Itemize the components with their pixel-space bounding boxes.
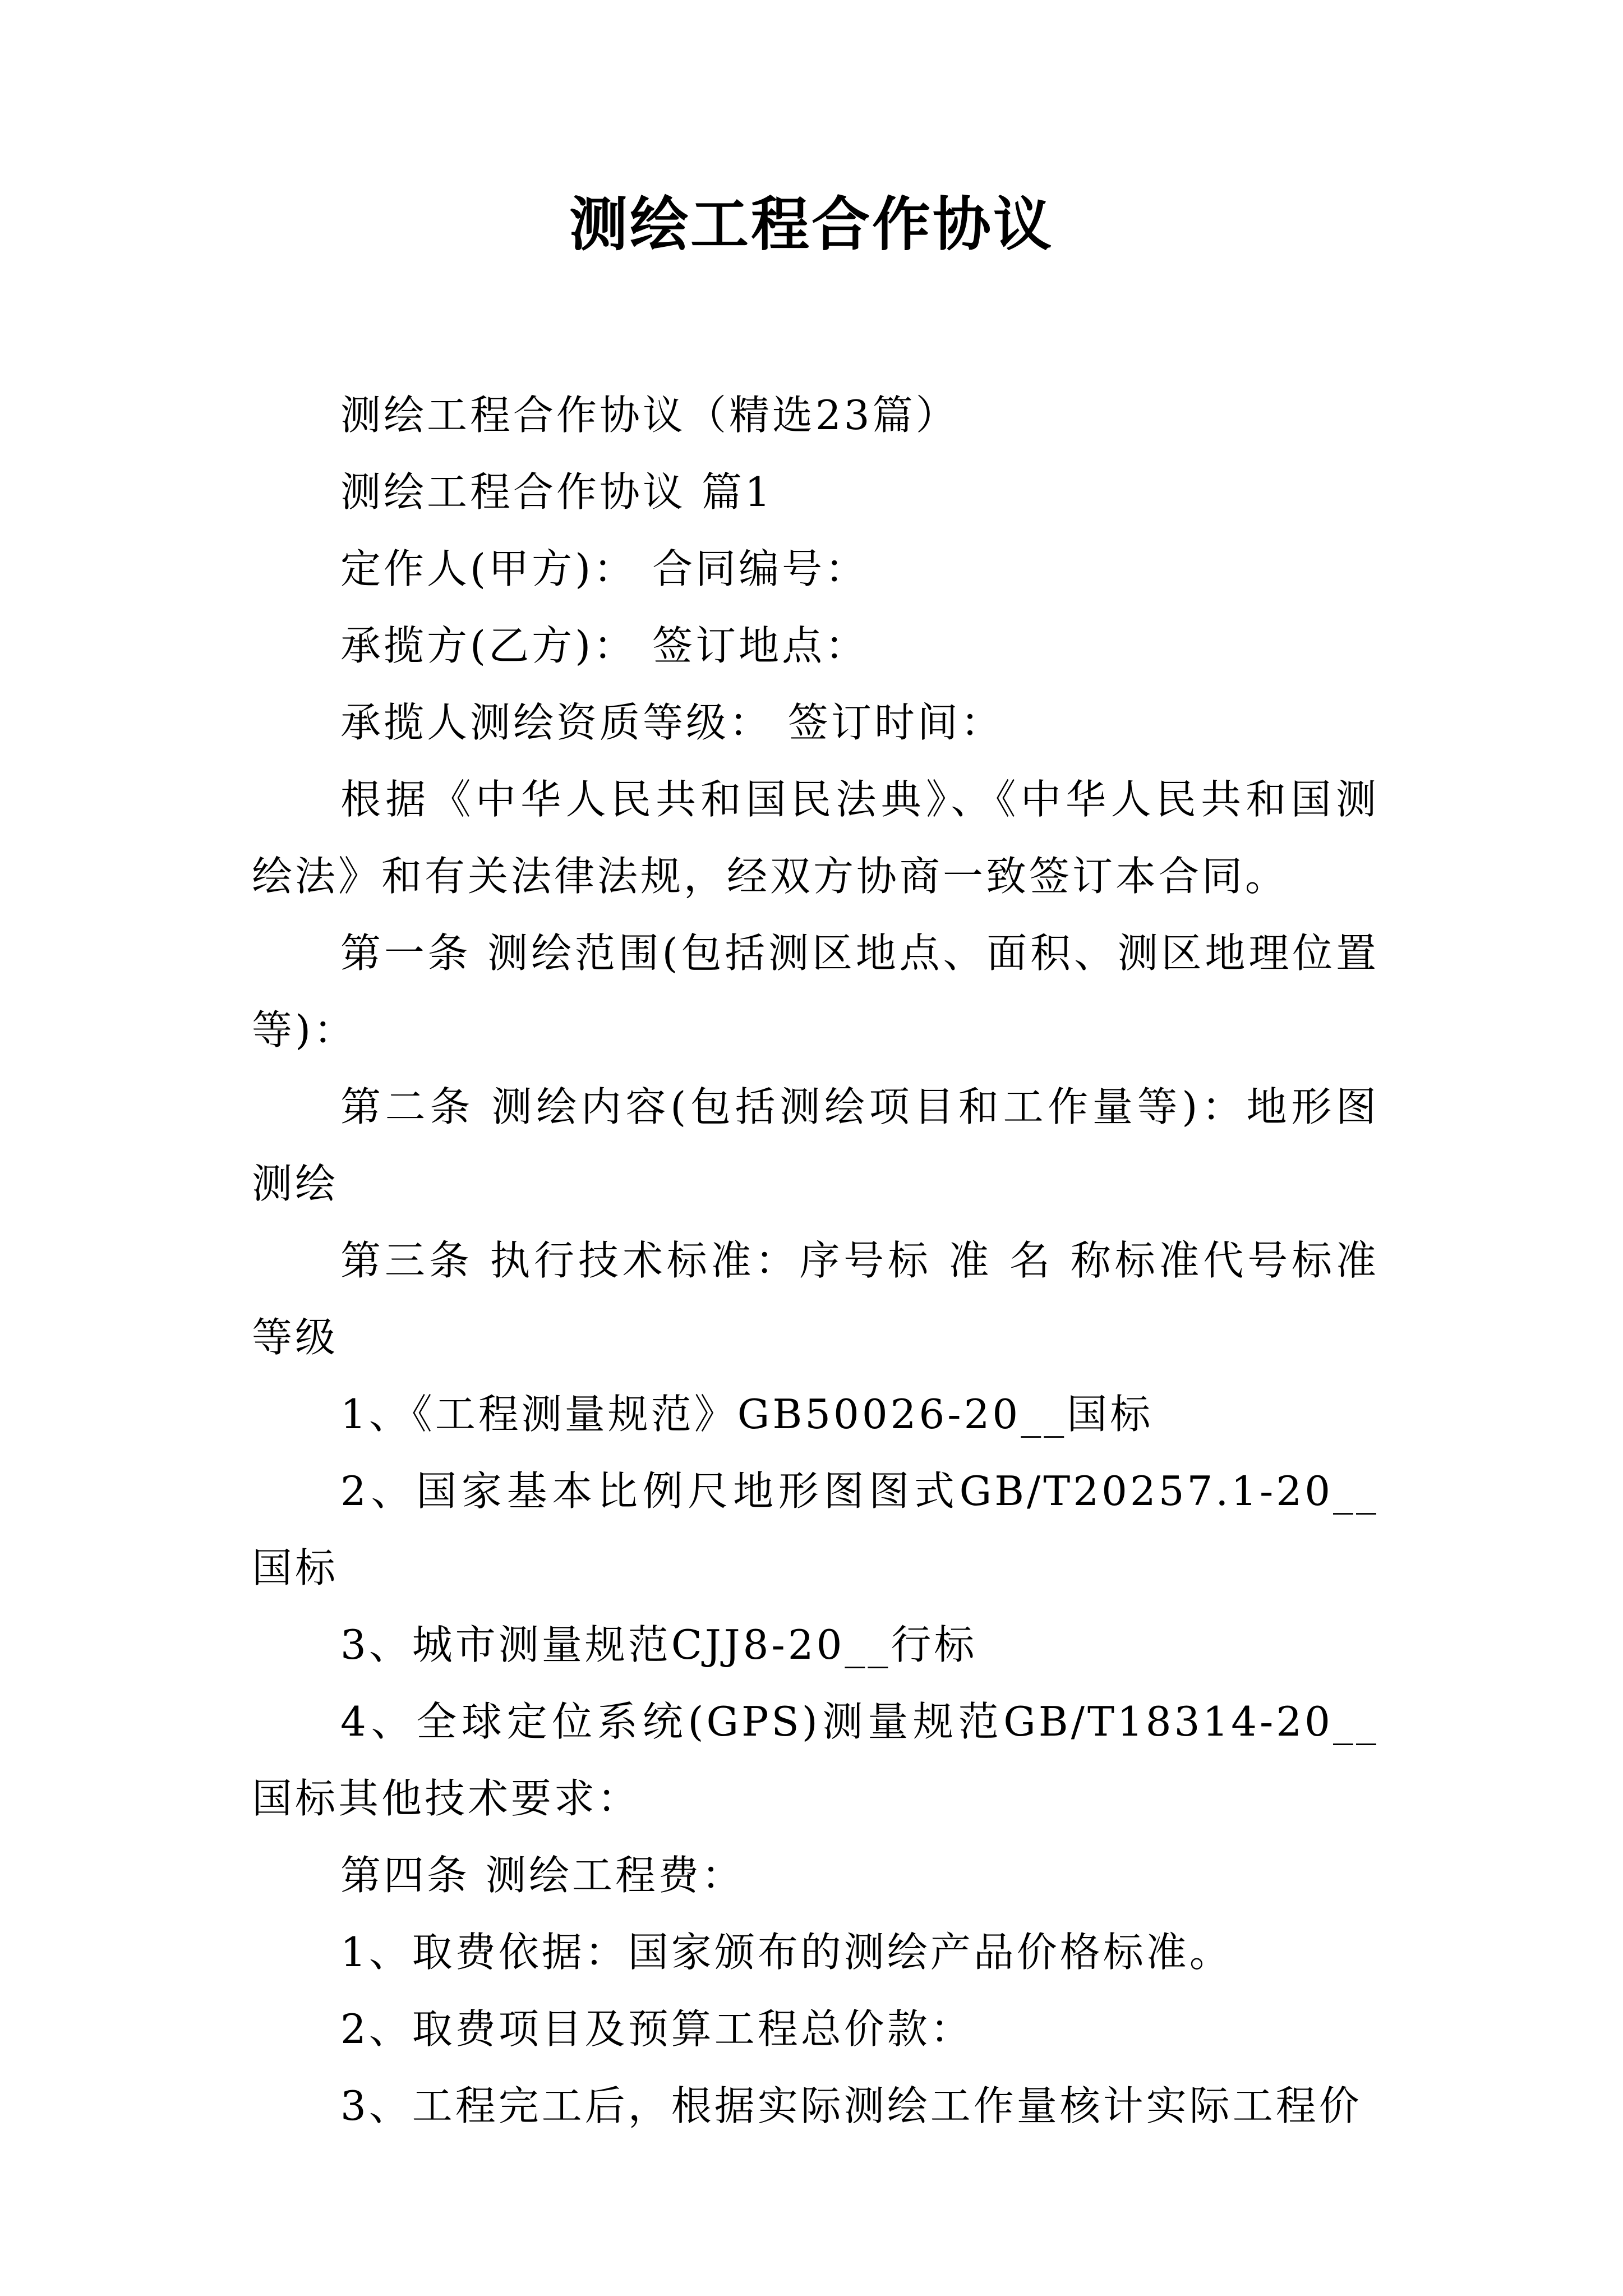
paragraph-clause-3: 第三条 执行技术标准：序号标 准 名 称标准代号标准等级: [252, 1237, 1379, 1361]
document-title: 测绘工程合作协议: [569, 190, 1054, 259]
paragraph-fee-1: 1、取费依据：国家颁布的测绘产品价格标准。: [340, 1929, 1233, 1976]
paragraph-standard-4: 4、全球定位系统(GPS)测量规范GB/T18314-20__国标其他技术要求：: [252, 1698, 1379, 1822]
paragraph-fee-3: 3、工程完工后，根据实际测绘工作量核计实际工程价: [340, 2082, 1362, 2129]
paragraph-standard-2: 2、国家基本比例尺地形图图式GB/T20257.1-20__国标: [252, 1467, 1379, 1591]
paragraph-collection-title: 测绘工程合作协议（精选23篇）: [340, 392, 959, 439]
document-body: [252, 377, 1379, 2145]
paragraph-qualification: 承揽人测绘资质等级： 签订时间：: [340, 699, 1004, 746]
paragraph-clause-1: 第一条 测绘范围(包括测区地点、面积、测区地理位置等)：: [252, 930, 1379, 1053]
paragraph-clause-4: 第四条 测绘工程费：: [340, 1852, 745, 1899]
paragraph-article-heading: 测绘工程合作协议 篇1: [340, 468, 773, 516]
paragraph-legal-basis: 根据《中华人民共和国民法典》、《中华人民共和国测绘法》和有关法律法规，经双方协商一致签订本合同。: [252, 776, 1379, 900]
paragraph-standard-3: 3、城市测量规范CJJ8-20__行标: [340, 1621, 978, 1668]
paragraph-fee-2: 2、取费项目及预算工程总价款：: [340, 2005, 974, 2053]
paragraph-standard-1: 1、《工程测量规范》GB50026-20__国标: [340, 1391, 1154, 1438]
paragraph-party-a: 定作人(甲方)： 合同编号：: [340, 545, 869, 592]
paragraph-clause-2: 第二条 测绘内容(包括测绘项目和工作量等)：地形图测绘: [252, 1083, 1379, 1207]
paragraph-party-b: 承揽方(乙方)： 签订地点：: [340, 622, 869, 669]
